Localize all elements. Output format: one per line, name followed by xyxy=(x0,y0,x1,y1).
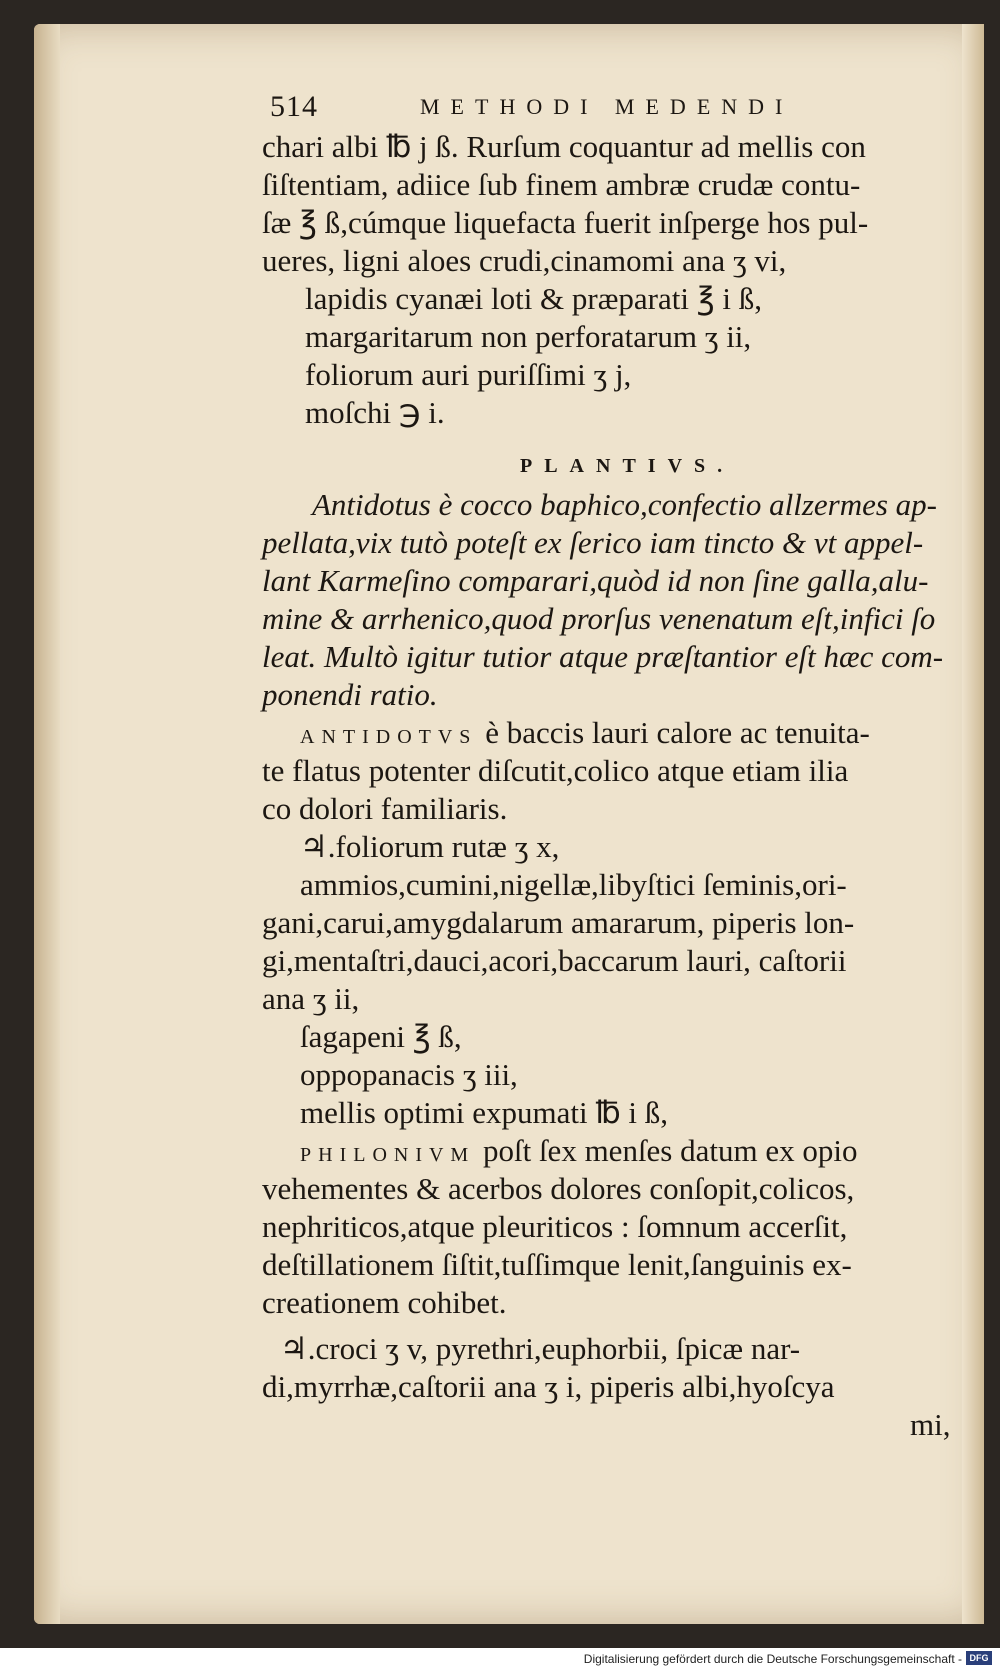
recipe-line: mi, xyxy=(910,1407,951,1442)
italic-line: Antidotus è cocco baphico,confectio allzermes ap- xyxy=(312,487,938,522)
recipe-line: ♃.foliorum rutæ ʒ x, xyxy=(300,829,560,864)
text-line: ſæ ℥ ß,cúmque liquefacta fuerit inſperge hos pul- xyxy=(262,205,869,240)
recipe-line: ana ʒ ii, xyxy=(262,981,360,1016)
recipe-line: ſagapeni ℥ ß, xyxy=(300,1019,462,1054)
text-line: creationem cohibet. xyxy=(262,1285,507,1320)
recipe-line: ♃.croci ʒ v, pyrethri,euphorbii, ſpicæ nar- xyxy=(280,1331,801,1366)
text-line: ueres, ligni aloes crudi,cinamomi ana ʒ vi, xyxy=(262,243,787,278)
text-line: ſiſtentiam, adiice ſub finem ambræ crudæ contu- xyxy=(262,167,861,202)
recipe-line: oppopanacis ʒ iii, xyxy=(300,1057,518,1092)
text-line: foliorum auri puriſſimi ʒ j, xyxy=(305,357,632,392)
italic-line: leat. Multò igitur tutior atque præſtantior eſt hæc com- xyxy=(262,639,944,674)
text-line: chari albi ℔ j ß. Rurſum coquantur ad mellis con xyxy=(262,129,866,164)
text-span: è baccis lauri calore ac tenuita- xyxy=(485,715,870,750)
section-heading: PLANTIVS. xyxy=(520,455,735,477)
dfg-logo: DFG xyxy=(966,1651,992,1665)
text-line: nephriticos,atque pleuriticos : ſomnum accerſit, xyxy=(262,1209,848,1244)
recipe-line: gi,mentaſtri,dauci,acori,baccarum lauri, caſtorii xyxy=(262,943,847,978)
italic-line: ponendi ratio. xyxy=(262,677,438,712)
text-line: lapidis cyanæi loti & præparati ℥ i ß, xyxy=(305,281,763,316)
italic-line: lant Karmeſino comparari,quòd id non ſine galla,alu- xyxy=(262,563,929,598)
text-line: vehementes & acerbos dolores conſopit,colicos, xyxy=(262,1171,855,1206)
recipe-line: gani,carui,amygdalarum amararum, piperis lon- xyxy=(262,905,855,940)
antidotus-lead: ANTIDOTVS xyxy=(300,726,478,748)
philonium-lead: PHILONIVM xyxy=(300,1144,476,1166)
text-line xyxy=(300,1132,857,1174)
italic-line: mine & arrhenico,quod prorſus venenatum eſt,infici ſo xyxy=(262,601,936,636)
text-line: moſchi ℈ i. xyxy=(305,395,445,430)
page-binding-edge xyxy=(34,24,60,1624)
text-line: te flatus potenter diſcutit,colico atque etiam ilia xyxy=(262,753,849,788)
text-line: deſtillationem ſiſtit,tuſſimque lenit,ſanguinis ex- xyxy=(262,1247,852,1282)
recipe-line: mellis optimi expumati ℔ i ß, xyxy=(300,1095,669,1130)
text-line xyxy=(300,714,870,756)
running-title: METHODI MEDENDI xyxy=(420,94,794,119)
page-header xyxy=(270,90,890,130)
text-span: poſt ſex menſes datum ex opio xyxy=(482,1133,858,1168)
page-fore-edge xyxy=(962,24,984,1624)
recipe-line: ammios,cumini,nigellæ,libyſtici ſeminis,ori- xyxy=(300,867,847,902)
page-number: 514 xyxy=(270,90,318,123)
digitization-credit: Digitalisierung gefördert durch die Deutsche Forschungsgemeinschaft - xyxy=(583,1652,962,1666)
recipe-line: di,myrrhæ,caſtorii ana ʒ i, piperis albi,hyoſcya xyxy=(262,1369,835,1404)
italic-line: pellata,vix tutò poteſt ex ſerico iam tincto & vt appel- xyxy=(262,525,924,560)
text-line: co dolori familiaris. xyxy=(262,791,508,826)
text-line: margaritarum non perforatarum ʒ ii, xyxy=(305,319,752,354)
